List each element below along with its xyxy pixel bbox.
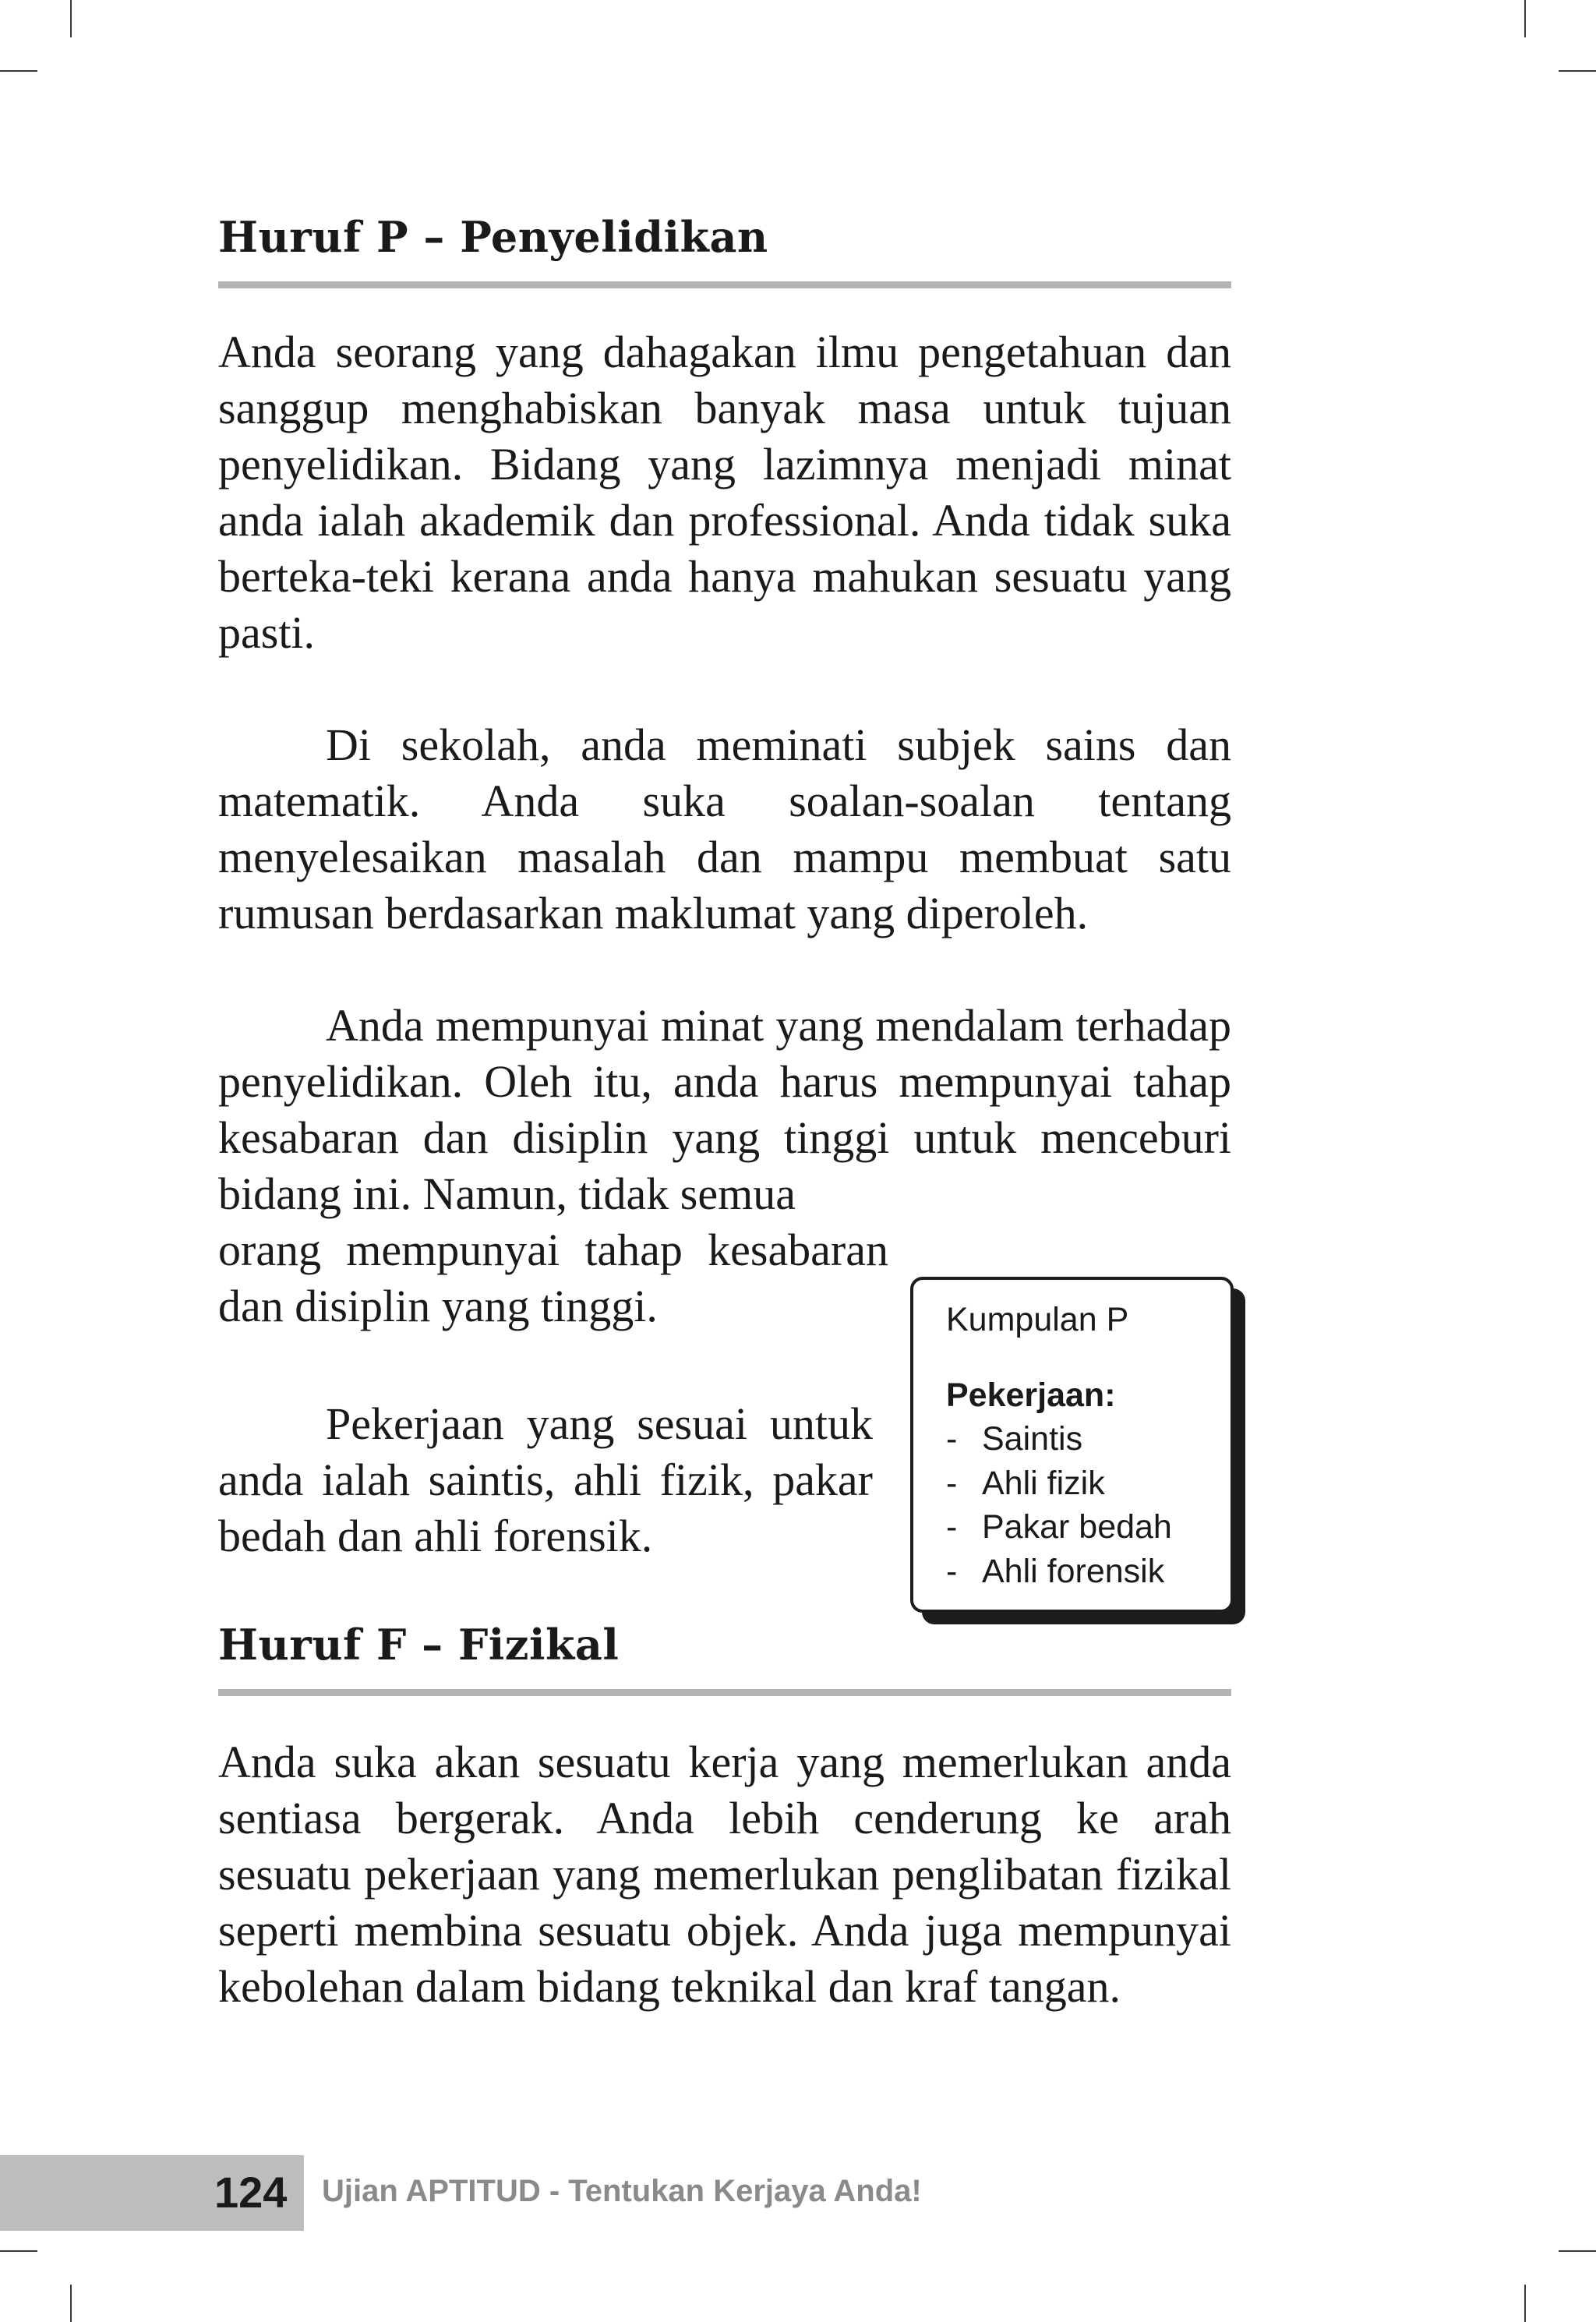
running-title: Ujian APTITUD - Tentukan Kerjaya Anda! — [322, 2174, 922, 2208]
list-item — [946, 1461, 1215, 1506]
info-box-subtitle: Pekerjaan: — [946, 1377, 1116, 1414]
page-number: 124 — [214, 2168, 288, 2217]
list-dash: - — [946, 1508, 958, 1546]
crop-mark — [1559, 70, 1596, 72]
paragraph: orang mempunyai tahap kesabaran dan disiplin yang tinggi. — [218, 1225, 888, 1331]
crop-mark — [0, 2250, 37, 2252]
crop-mark — [70, 0, 72, 37]
paragraph: Pekerjaan yang sesuai untuk anda ialah saintis, ahli fizik, pakar bedah dan ahli forensik. — [218, 1398, 873, 1561]
crop-mark — [0, 70, 37, 72]
section-heading-p: Huruf P – Penyelidikan — [218, 212, 768, 262]
crop-mark — [1524, 2285, 1526, 2322]
paragraph: Anda suka akan sesuatu kerja yang memerlukan anda sentiasa bergerak. Anda lebih cenderung ke arah sesuatu pekerjaan yang memerlukan penglibatan fizikal seperti membina sesuatu objek. Anda juga mempunyai kebolehan dalam bidang teknikal dan kraf tangan. — [218, 1737, 1231, 2012]
heading-rule — [218, 281, 1231, 288]
paragraph: Anda mempunyai minat yang mendalam terhadap penyelidikan. Oleh itu, anda harus mempunyai tahap kesabaran dan disiplin yang tinggi untuk menceburi bidang ini. Namun, tidak semua — [218, 1000, 1231, 1219]
list-item — [946, 1505, 1215, 1550]
crop-mark — [1524, 0, 1526, 37]
section-heading-f: Huruf F – Fizikal — [218, 1620, 620, 1670]
paragraph: Anda seorang yang dahagakan ilmu pengetahuan dan sanggup menghabiskan banyak masa untuk tujuan penyelidikan. Bidang yang lazimnya menjadi minat anda ialah akademik dan professional. Anda tidak suka berteka-teki kerana anda hanya mahukan sesuatu yang pasti. — [218, 327, 1231, 658]
list-item — [946, 1417, 1215, 1461]
info-box — [910, 1277, 1234, 1613]
crop-mark — [70, 2285, 72, 2322]
list-dash: - — [946, 1420, 958, 1458]
list-item-label: Saintis — [982, 1420, 1083, 1458]
list-item — [946, 1550, 1215, 1594]
list-item-label: Ahli forensik — [982, 1552, 1165, 1590]
info-box-title: Kumpulan P — [946, 1301, 1129, 1338]
list-item-label: Ahli fizik — [982, 1464, 1105, 1502]
crop-mark — [1559, 2250, 1596, 2252]
list-dash: - — [946, 1552, 958, 1590]
list-dash: - — [946, 1464, 958, 1502]
list-item-label: Pakar bedah — [982, 1508, 1172, 1546]
heading-rule — [218, 1689, 1231, 1696]
occupation-list — [946, 1417, 1215, 1593]
paragraph: Di sekolah, anda meminati subjek sains dan matematik. Anda suka soalan-soalan tentang menyelesaikan masalah dan mampu membuat satu rumusan berdasarkan maklumat yang diperoleh. — [218, 719, 1231, 938]
